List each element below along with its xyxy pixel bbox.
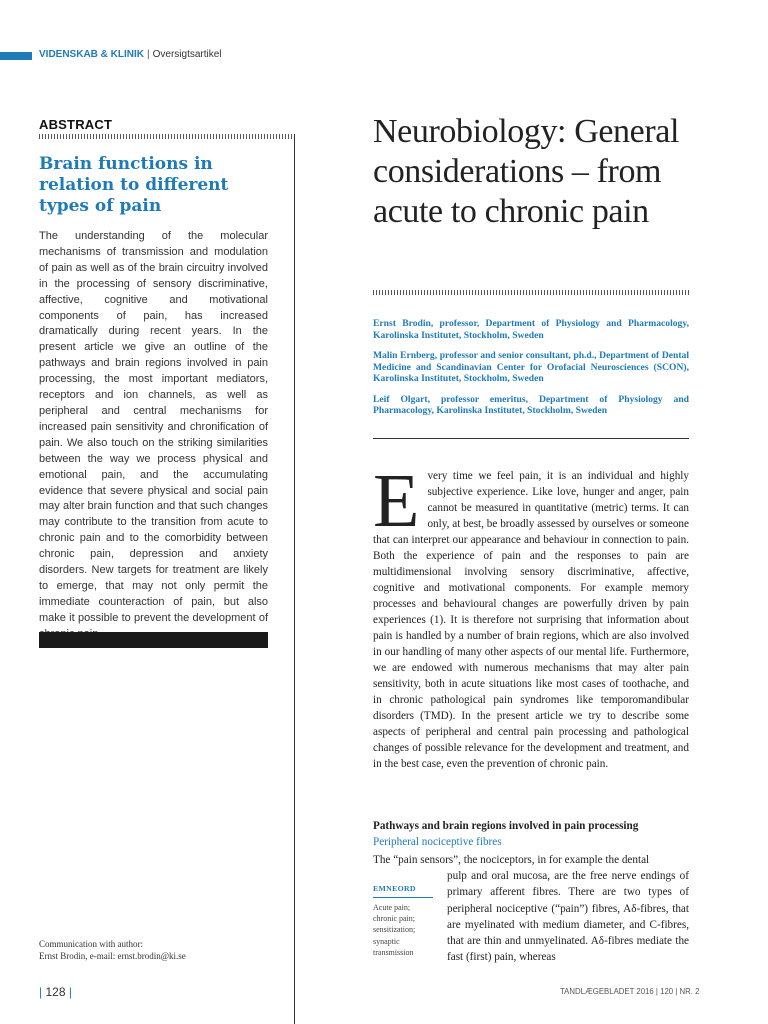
article-title: Neurobiology: General considerations – from acute to chronic pain	[373, 113, 680, 230]
page-number	[39, 985, 72, 999]
keyword-item: Acute pain;	[373, 903, 411, 912]
journal-footer: TANDLÆGEBLADET 2016 | 120 | NR. 2	[560, 987, 700, 996]
keywords-underline	[373, 897, 433, 898]
keywords-list	[373, 902, 443, 958]
communication-email: Ernst Brodin, e-mail: ernst.brodin@ki.se	[39, 951, 186, 961]
author-entry: Leif Olgart, professor emeritus, Department of Physiology and Pharmacology, Karolinska Institutet, Stockholm, Sweden	[373, 393, 689, 416]
author-entry: Ernst Brodin, professor, Department of Physiology and Pharmacology, Karolinska Institutet, Stockholm, Sweden	[373, 318, 689, 341]
column-divider	[294, 134, 295, 1024]
abstract-body: The understanding of the molecular mechanisms of transmission and modulation of pain as well as of the brain circuitry involved in the processing of sensory discriminative, affective, cognitive and motivational components of pain, has increased dramatically during recent years. In the present article we give an outline of the pathways and brain regions involved in pain processing, the most important mediators, receptors and ion channels, as well as peripheral and central mechanisms for increased pain sensitivity and chronification of pain. We also touch on the striking similarities between the way we process physical and emotional pain, and the accumulating evidence that severe physical and social pain may alter brain function and that such changes may contribute to the transition from acute to chronic pain and to the comorbidity between chronic pain, depression and anxiety disorders. New targets for treatment are likely to emerge, that may not only permit the immediate counteraction of pain, but also make it possible to prevent the development of	[39, 230, 268, 624]
abstract-hatch-rule	[39, 134, 294, 139]
title-hatch-rule	[373, 290, 689, 295]
subsection-label: Oversigtsartikel	[152, 49, 222, 60]
intro-paragraph	[373, 459, 689, 772]
keyword-item: sensitization;	[373, 925, 416, 935]
communication-note	[39, 938, 279, 962]
abstract-title: Brain functions in relation to different types of pain	[39, 154, 229, 216]
author-list	[373, 318, 689, 426]
communication-heading: Communication with author:	[39, 939, 143, 949]
abstract-label: ABSTRACT	[39, 117, 113, 132]
section-color-bar	[0, 52, 32, 60]
keyword-item: transmission	[373, 947, 414, 957]
keyword-item: synaptic	[373, 936, 400, 946]
authors-divider	[373, 438, 689, 439]
author-entry: Malin Ernberg, professor and senior consultant, ph.d., Department of Dental Medicine and Scandinavian Center for Orofacial Neurosciences (SCON), Karolinska Institutet, Stockholm, Sweden	[373, 350, 689, 384]
subsection-heading: Peripheral nociceptive fibres	[373, 836, 502, 848]
section-header	[39, 49, 222, 60]
keywords-label: EMNEORD	[373, 884, 416, 893]
abstract-end-bar	[39, 632, 268, 648]
body-paragraph: pulp and oral mucosa, are the free nerve endings of primary afferent fibres. There are two types of peripheral nociceptive (“pain”) fibres, Aδ-fibres, that are myelinated with medium diameter, and C-fibres, that are thin and unmyelinated. Aδ-fibres mediate the fast (first) pain, whereas	[447, 870, 689, 964]
keyword-item: chronic pain;	[373, 914, 415, 924]
body-lead-line: The “pain sensors”, the nociceptors, in for example the dental	[373, 854, 650, 866]
page-bar-left: |	[39, 985, 43, 999]
header-separator: |	[147, 49, 150, 60]
page-number-value: 128	[45, 985, 66, 999]
intro-text: very time we feel pain, it is an individual and highly subjective experience. Like love, hunger and anger, pain cannot be measured in quantitative (metric) terms. It can only, at best, be broadly assessed by ourselves or someone that can interpret our appearance and behaviour in connection to pain. Both the experience of pain and the responses to pain are multidimensional involving sensory discriminative, affective, cognitive and motivational components. For example memory processes and behavioural changes are powerfully driven by pain experiences (1). It is therefore not surprising that information about pain is handled by a number of brain regions, which are also involved in our handling of many other aspects of our mental life. Furthermore, we are endowed with numerous mechanisms that may alter pain sensitivity, both in acute situations like most cases of toothache, and in chronic pathological pain syndromes like temporomandibular disorders (TMD). In the present article we try to describe some aspects of peripheral and central pain processing and pathological changes of possible relevance for the development and treatment, and in the best case, even the prevention of chronic pain.	[373, 470, 689, 770]
section-heading: Pathways and brain regions involved in pain processing	[373, 820, 639, 832]
page-bar-right: |	[68, 985, 72, 999]
drop-cap: E	[373, 459, 420, 543]
section-label: VIDENSKAB & KLINIK	[39, 49, 145, 60]
